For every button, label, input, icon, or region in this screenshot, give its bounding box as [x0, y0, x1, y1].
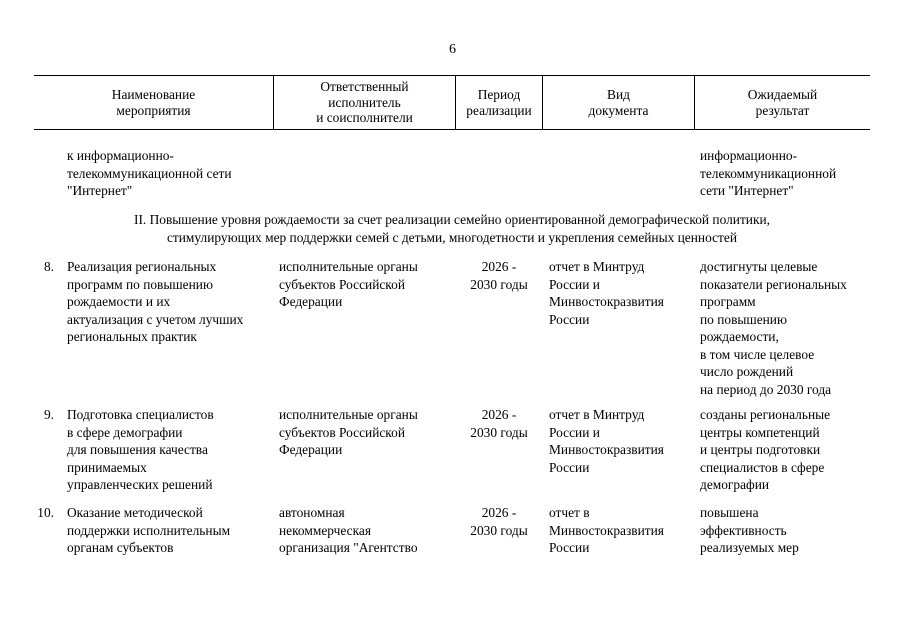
row-9-result: созданы региональные центры компетенций и центры подготовки специалистов в сфере демографии: [700, 407, 831, 492]
row-10-period: 2026 - 2030 годы: [470, 505, 528, 538]
section-title: II. Повышение уровня рождаемости за счет реализации семейно ориентированной демографической политики, стимулирующих мер поддержки семей с детьми, многодетности и укрепления семейных ценностей: [133, 212, 770, 245]
header-bottom-rule: [34, 129, 870, 130]
row-10-result: повышена эффективность реализуемых мер: [700, 505, 799, 555]
header-executor: Ответственный исполнитель и соисполнители: [316, 79, 413, 126]
row-9-executor: исполнительные органы субъектов Российской Федерации: [279, 407, 418, 457]
continuation-name: к информационно- телекоммуникационной сети "Интернет": [67, 148, 232, 198]
row-9-period: 2026 - 2030 годы: [470, 407, 528, 440]
page-number: 6: [449, 42, 456, 57]
row-10-doc: отчет в Минвостокразвития России: [549, 505, 664, 555]
row-8-result: достигнуты целевые показатели региональных программ по повышению рождаемости, в том числе целевое число рождений на период до 2030 года: [700, 259, 847, 397]
row-10-num: 10.: [37, 505, 54, 520]
row-8-period: 2026 - 2030 годы: [470, 259, 528, 292]
row-8-num: 8.: [43, 259, 54, 274]
row-8-doc: отчет в Минтруд России и Минвостокразвития России: [549, 259, 664, 327]
row-9-name: Подготовка специалистов в сфере демографии для повышения качества принимаемых управленческих решений: [67, 407, 214, 492]
row-10-name: Оказание методической поддержки исполнительным органам субъектов: [67, 505, 231, 555]
row-9-num: 9.: [43, 407, 54, 422]
row-8-name: Реализация региональных программ по повышению рождаемости и их актуализация с учетом лучших региональных практик: [67, 259, 244, 344]
row-9-doc: отчет в Минтруд России и Минвостокразвития России: [549, 407, 664, 475]
header-name: Наименование мероприятия: [111, 87, 196, 118]
row-8-executor: исполнительные органы субъектов Российской Федерации: [279, 259, 418, 309]
header-doc: Вид документа: [588, 87, 649, 118]
continuation-result: информационно- телекоммуникационной сети "Интернет": [700, 148, 837, 198]
header-result: Ожидаемый результат: [747, 87, 818, 118]
row-10-executor: автономная некоммерческая организация "Агентство: [279, 505, 418, 555]
header-period: Период реализации: [466, 87, 532, 118]
